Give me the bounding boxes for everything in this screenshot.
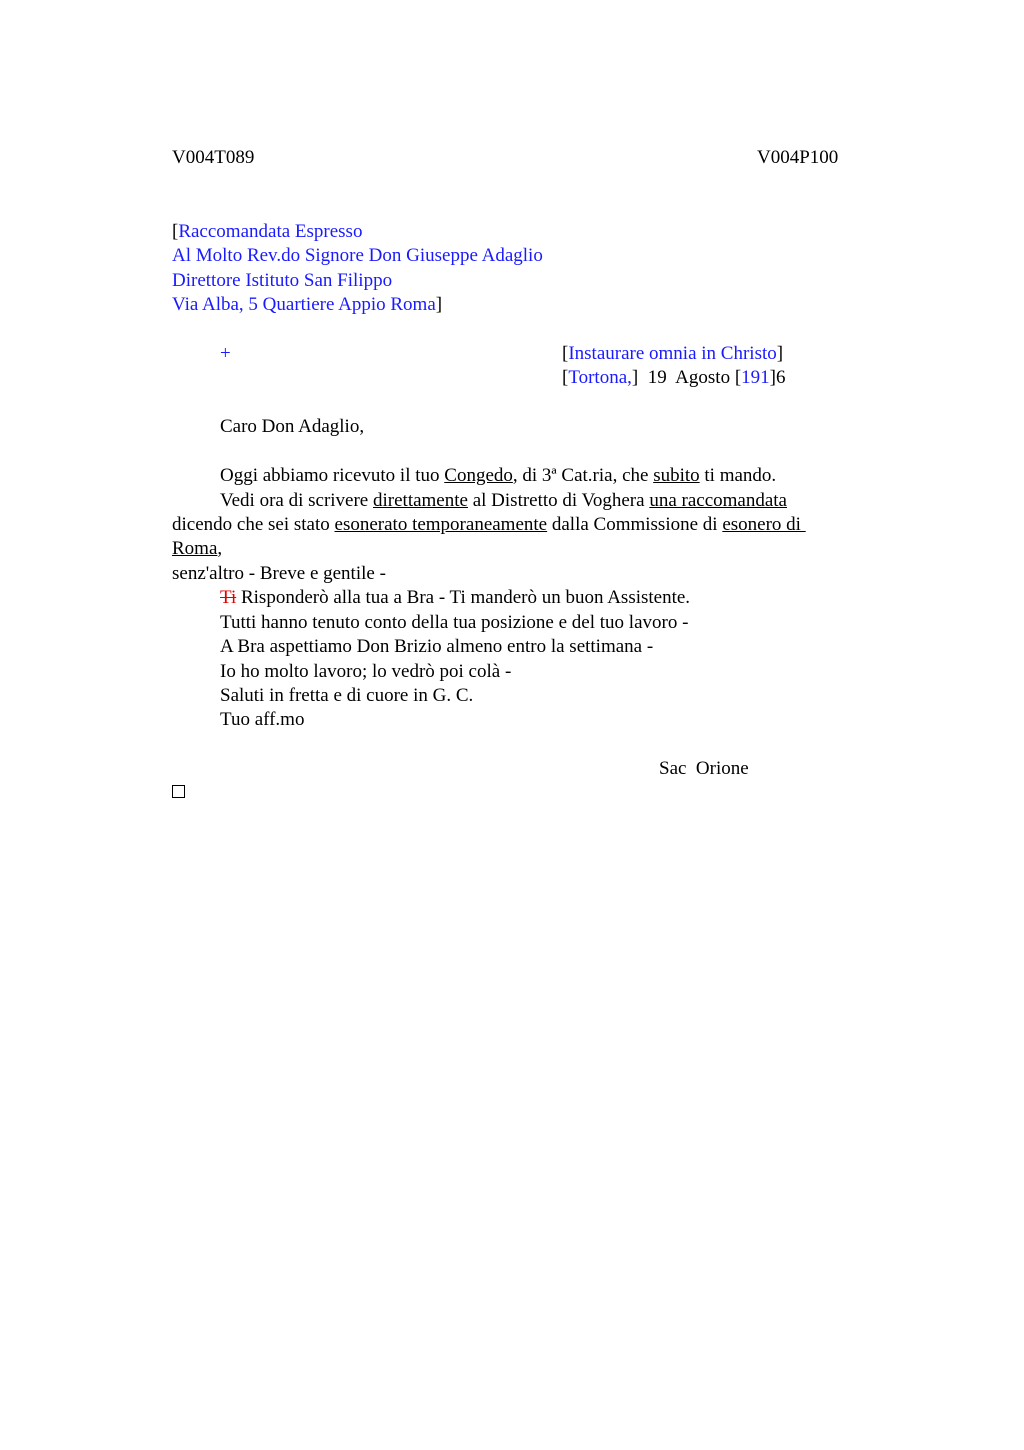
body-line-9: Io ho molto lavoro; lo vedrò poi colà - <box>220 661 512 682</box>
bracket-open: [ <box>172 221 179 242</box>
deleted-word: Ti <box>220 587 237 608</box>
body-line-1: Oggi abbiamo ricevuto il tuo Congedo, di 3ª Cat.ria, che subito ti mando. <box>220 465 777 486</box>
end-box-symbol <box>172 785 185 798</box>
motto: [Instaurare omnia in Christo] <box>562 343 784 364</box>
motto-text: Instaurare omnia in Christo <box>568 343 777 364</box>
address-line-2: Al Molto Rev.do Signore Don Giuseppe Adaglio <box>172 245 543 266</box>
bracket-close: ] <box>435 294 443 315</box>
body-line-6: Ti Risponderò alla tua a Bra - Ti manderò un buon Assistente. <box>220 587 691 608</box>
body-line-3: dicendo che sei stato esonerato temporaneamente dalla Commissione di esonero di <box>172 514 806 535</box>
body-line-2: Vedi ora di scrivere direttamente al Distretto di Voghera una raccomandata <box>220 490 787 511</box>
dateline-year: 191 <box>741 367 770 388</box>
dateline: [Tortona,] 19 Agosto [191]6 <box>562 367 786 388</box>
salutation: Caro Don Adaglio, <box>220 416 365 437</box>
document-code-left: V004T089 <box>172 147 255 168</box>
dateline-place: Tortona, <box>568 367 632 388</box>
body-line-11: Tuo aff.mo <box>220 709 305 730</box>
address-line-3: Direttore Istituto San Filippo <box>172 270 393 291</box>
body-line-7: Tutti hanno tenuto conto della tua posizione e del tuo lavoro - <box>220 612 689 633</box>
body-line-10: Saluti in fretta e di cuore in G. C. <box>220 685 474 706</box>
body-line-8: A Bra aspettiamo Don Brizio almeno entro la settimana - <box>220 636 654 657</box>
document-code-right: V004P100 <box>757 147 839 168</box>
body-line-5: senz'altro - Breve e gentile - <box>172 563 386 584</box>
address-line-1: Raccomandata Espresso <box>178 221 363 242</box>
body-line-4: Roma, <box>172 538 223 559</box>
cross-symbol: + <box>220 343 231 364</box>
signature: Sac Orione <box>659 758 749 779</box>
address-line-4: Via Alba, 5 Quartiere Appio Roma <box>172 294 436 315</box>
